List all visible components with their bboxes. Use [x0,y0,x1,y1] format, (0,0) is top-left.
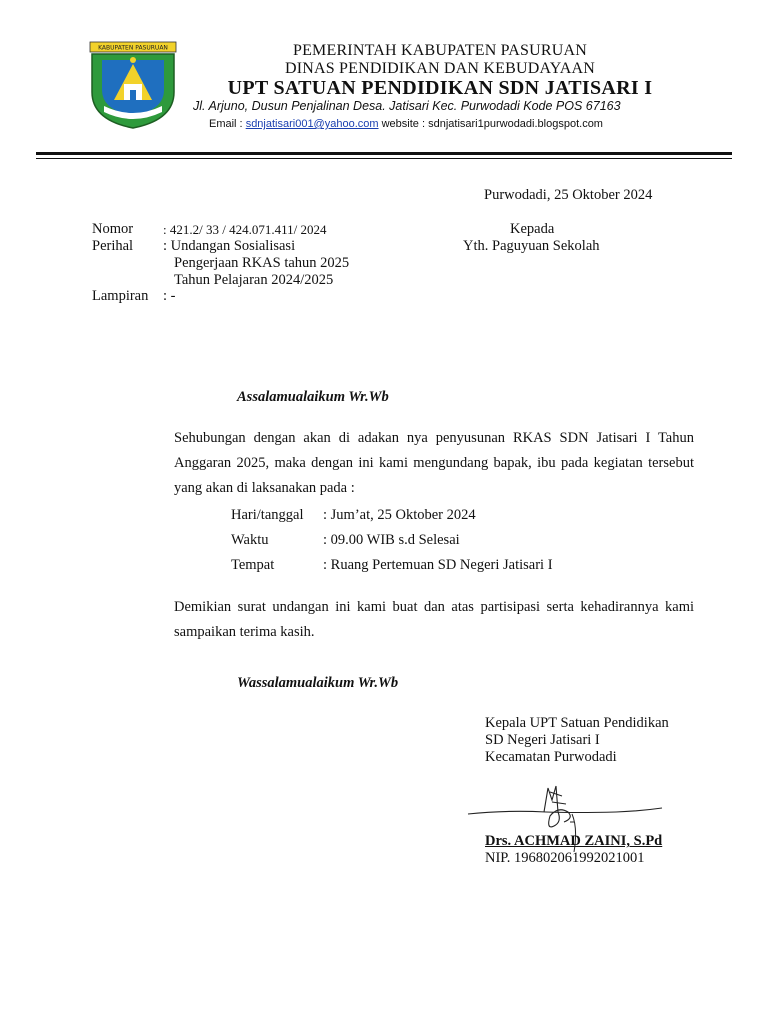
detail-value-place: : Ruang Pertemuan SD Negeri Jatisari I [323,557,553,573]
letterhead-department: DINAS PENDIDIKAN DAN KEBUDAYAAN [284,60,596,77]
detail-label-date: Hari/tanggal [231,507,304,523]
signatory-title-3: Kecamatan Purwodadi [485,749,617,765]
letterhead-government: PEMERINTAH KABUPATEN PASURUAN [292,42,588,59]
perihal-value-3: Tahun Pelajaran 2024/2025 [174,272,334,288]
letterhead-divider-thin [36,158,732,159]
detail-value-time: : 09.00 WIB s.d Selesai [323,532,460,548]
detail-value-date: : Jum’at, 25 Oktober 2024 [323,507,476,523]
closing-greeting: Wassalamualaikum Wr.Wb [237,675,399,691]
letterhead-divider-thick [36,152,732,155]
signatory-nip: NIP. 196802061992021001 [485,850,645,866]
lampiran-value: : - [163,288,176,304]
body-paragraph-1: Sehubungan dengan akan di adakan nya penyusunan RKAS SDN Jatisari I Tahun Anggaran 2025, maka dengan ini kami mengundang bapak, ibu pada kegiatan tersebut yang akan di laksanakan pada : [174,430,694,496]
website-label: website : [381,118,426,130]
letterhead-contact [209,118,603,130]
logo-banner-text: KABUPATEN PASURUAN [98,44,168,52]
signatory-title-2: SD Negeri Jatisari I [485,732,600,748]
detail-label-place: Tempat [231,557,275,573]
recipient-kepada: Kepada [510,221,555,237]
body-paragraph-2: Demikian surat undangan ini kami buat dan atas partisipasi serta kehadirannya kami sampaikan terima kasih. [174,599,694,640]
letterhead-address: Jl. Arjuno, Dusun Penjalinan Desa. Jatisari Kec. Purwodadi Kode POS 67163 [193,99,621,113]
nomor-label: Nomor [92,221,134,237]
lampiran-label: Lampiran [92,288,149,304]
district-emblem-logo [84,40,182,130]
recipient-name: Yth. Paguyuan Sekolah [463,238,600,254]
signatory-name: Drs. ACHMAD ZAINI, S.Pd [485,833,663,849]
website-text: sdnjatisari1purwodadi.blogspot.com [428,118,603,130]
perihal-value-1: : Undangan Sosialisasi [163,238,296,254]
letter-date: Purwodadi, 25 Oktober 2024 [484,187,653,203]
email-label: Email : [209,118,243,130]
letterhead-school-name: UPT SATUAN PENDIDIKAN SDN JATISARI I [227,77,653,99]
perihal-label: Perihal [92,238,134,254]
nomor-value: : 421.2/ 33 / 424.071.411/ 2024 [163,222,327,237]
detail-label-time: Waktu [231,532,269,548]
perihal-value-2: Pengerjaan RKAS tahun 2025 [174,255,350,271]
email-link[interactable]: sdnjatisari001@yahoo.com [245,118,379,130]
opening-greeting: Assalamualaikum Wr.Wb [237,389,389,405]
signatory-title-1: Kepala UPT Satuan Pendidikan [485,715,669,731]
